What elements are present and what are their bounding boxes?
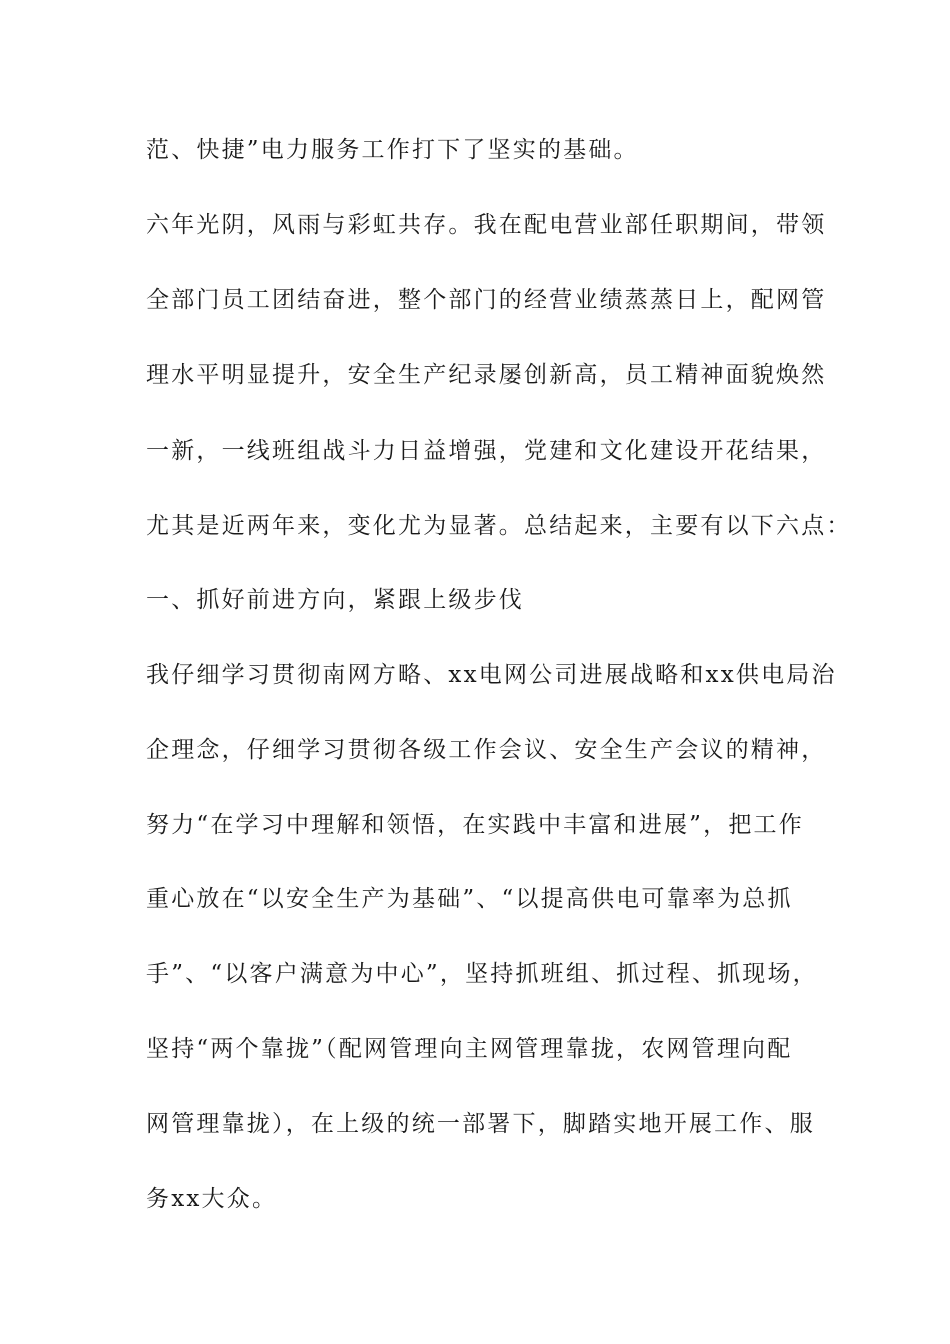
paragraph-line: 一新，一线班组战斗力日益增强，党建和文化建设开花结果， xyxy=(146,438,827,464)
paragraph-line: 我仔细学习贯彻南网方略、xx电网公司进展战略和xx供电局治 xyxy=(146,662,837,688)
paragraph-line: 企理念，仔细学习贯彻各级工作会议、安全生产会议的精神， xyxy=(146,737,827,763)
paragraph-line: 手”、“以客户满意为中心”，坚持抓班组、抓过程、抓现场， xyxy=(146,961,818,987)
paragraph-line: 坚持“两个靠拢”（配网管理向主网管理靠拢，农网管理向配 xyxy=(146,1036,793,1062)
paragraph-line: 六年光阴，风雨与彩虹共存。我在配电营业部任职期间，带领 xyxy=(146,212,827,238)
section-heading: 一、抓好前进方向，紧跟上级步伐 xyxy=(146,587,524,613)
paragraph-line: 尤其是近两年来，变化尤为显著。总结起来，主要有以下六点： xyxy=(146,513,852,539)
paragraph-line: 务xx大众。 xyxy=(146,1186,278,1212)
paragraph-line: 努力“在学习中理解和领悟，在实践中丰富和进展”，把工作 xyxy=(146,812,804,838)
paragraph-continuation-line: 范、快捷”电力服务工作打下了坚实的基础。 xyxy=(146,137,639,163)
paragraph-line: 理水平明显提升，安全生产纪录屡创新高，员工精神面貌焕然 xyxy=(146,362,827,388)
paragraph-line: 全部门员工团结奋进，整个部门的经营业绩蒸蒸日上，配网管 xyxy=(146,287,827,313)
paragraph-line: 重心放在“以安全生产为基础”、“以提高供电可靠率为总抓 xyxy=(146,886,793,912)
paragraph-line: 网管理靠拢），在上级的统一部署下，脚踏实地开展工作、服 xyxy=(146,1111,815,1137)
